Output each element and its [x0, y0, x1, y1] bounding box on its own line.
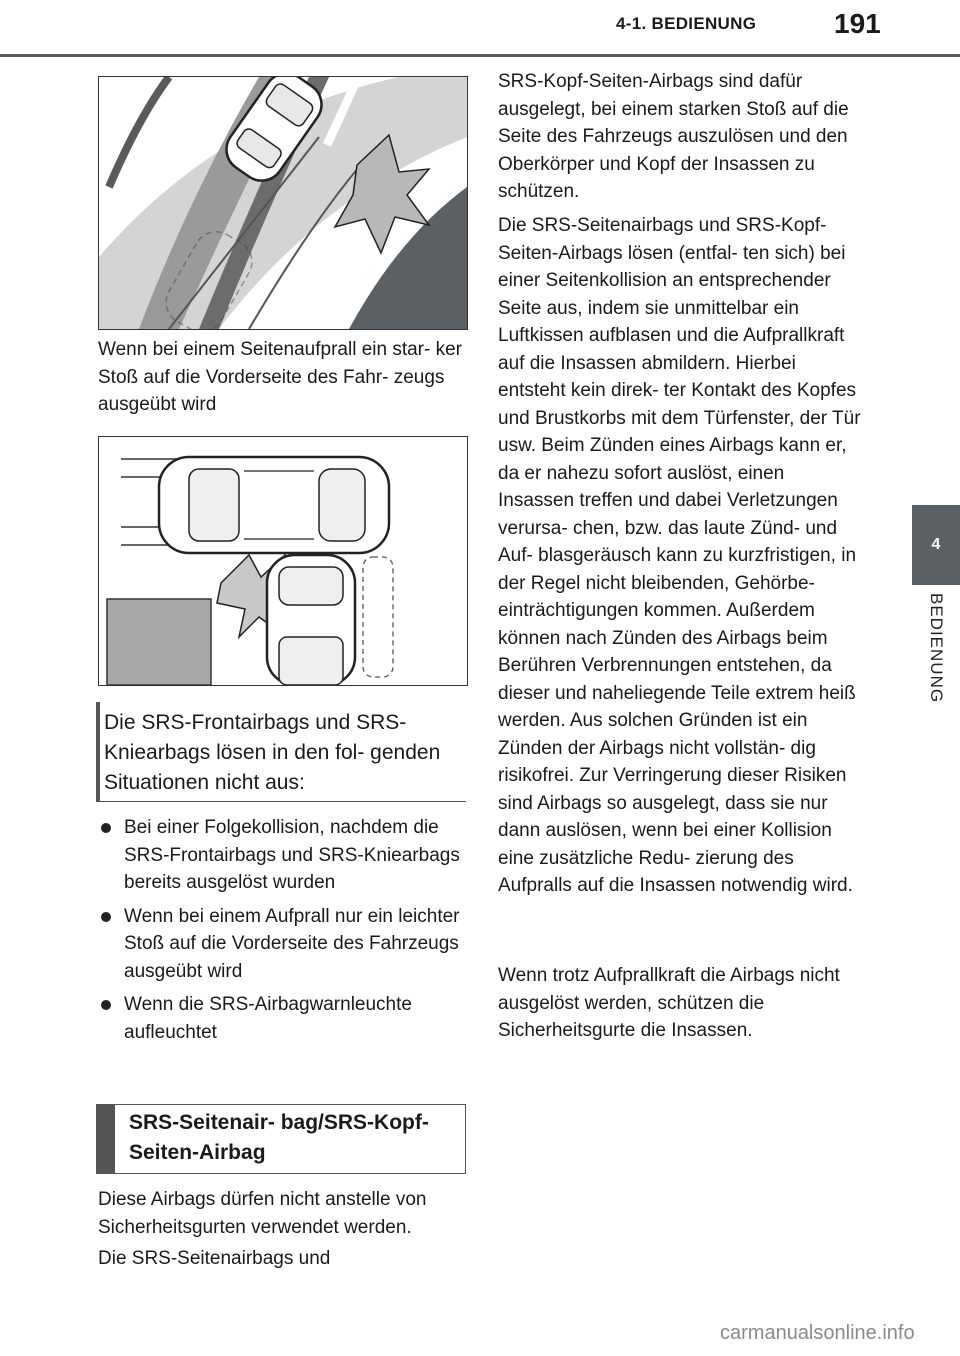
bullet-icon [101, 912, 111, 922]
heading-accent-bar [97, 1105, 115, 1173]
chapter-tab-label: BEDIENUNG [927, 593, 946, 704]
bullet-item [98, 814, 468, 897]
side-impact-drawing [99, 437, 467, 685]
left-paragraph-1: Diese Airbags dürfen nicht anstelle von Sicherheitsgurten verwendet werden. [98, 1189, 427, 1238]
illustration-oblique-crash [98, 76, 468, 330]
section-title: 4-1. BEDIENUNG [616, 14, 757, 33]
right-paragraph-1: SRS-Kopf-Seiten-Airbags sind dafür ausgelegt, bei einem starken Stoß auf die Seite des Fahrzeugs auszulösen und den Oberkörper und Kopf der Insassen zu schützen. [498, 71, 849, 202]
bullet-item [98, 903, 468, 986]
watermark: carmanualsonline.info [720, 1322, 915, 1344]
chapter-tab [912, 593, 960, 743]
callout-box [96, 702, 466, 802]
section-heading: SRS-Seitenair- bag/SRS-Kopf-Seiten-Airbag [129, 1111, 429, 1164]
bullet-text: Wenn die SRS-Airbagwarnleuchte aufleuchtet [124, 994, 412, 1043]
figure1-caption: Wenn bei einem Seitenaufprall ein star- ker Stoß auf die Vorderseite des Fahr- zeugs ausgeübt wird [98, 339, 463, 415]
bullet-item [98, 991, 468, 1046]
bullet-text: Bei einer Folgekollision, nachdem die SRS-Frontairbags und SRS-Kniearbags bereits ausgelöst wurden [124, 817, 460, 893]
section-heading-box [96, 1104, 466, 1174]
chapter-tab-number: 4 [912, 505, 960, 585]
left-paragraph-2: Die SRS-Seitenairbags und [98, 1248, 331, 1269]
bullet-icon [101, 823, 111, 833]
bullet-icon [101, 1000, 111, 1010]
page-number: 191 [834, 8, 881, 39]
header-divider [0, 54, 960, 57]
illustration-side-impact [98, 436, 468, 686]
right-paragraph-2: Die SRS-Seitenairbags und SRS-Kopf-Seiten-Airbags lösen (entfal- ten sich) bei einer Seitenkollision an entsprechender Seite aus, indem sie unmittelbar ein Luftkissen aufblasen und die Aufprallkraft auf die Insassen abmildern. Hierbei entsteht kein direk- ter Kontakt des Kopfes und Brustkorbs mit dem Türfenster, der Tür usw. Beim Zünden eines Airbags kann er, da er nahezu sofort auslöst, einen Insassen treffen und dabei Verletzungen verursa- chen, bzw. das laute Zünd- und Auf- blasgeräusch kann zu kurzfristigen, in der Regel nicht bleibenden, Gehörbe- einträchtigungen kommen. Außerdem können nach Zünden des Airbags beim Berühren Verbrennungen entstehen, da dieser und naheliegende Teile extrem heiß werden. Aus solchen Gründen ist ein Zünden der Airbags nicht vollstän- dig risikofrei. Zur Verringerung dieser Risiken sind Airbags so ausgelegt, dass sie nur dann auslösen, wenn bei einer Kollision eine zusätzliche Redu- zierung des Aufpralls auf die Insassen notwendig wird. [498, 215, 861, 896]
bullet-list [98, 814, 468, 1052]
right-paragraph-3: Wenn trotz Aufprallkraft die Airbags nicht ausgelöst werden, schützen die Sicherheitsgurte die Insassen. [498, 965, 840, 1041]
callout-text: Die SRS-Frontairbags und SRS-Kniearbags lösen in den fol- genden Situationen nicht aus: [104, 711, 441, 794]
oblique-crash-drawing [99, 77, 467, 329]
bullet-text: Wenn bei einem Aufprall nur ein leichter Stoß auf die Vorderseite des Fahrzeugs ausgeübt wird [124, 905, 460, 982]
